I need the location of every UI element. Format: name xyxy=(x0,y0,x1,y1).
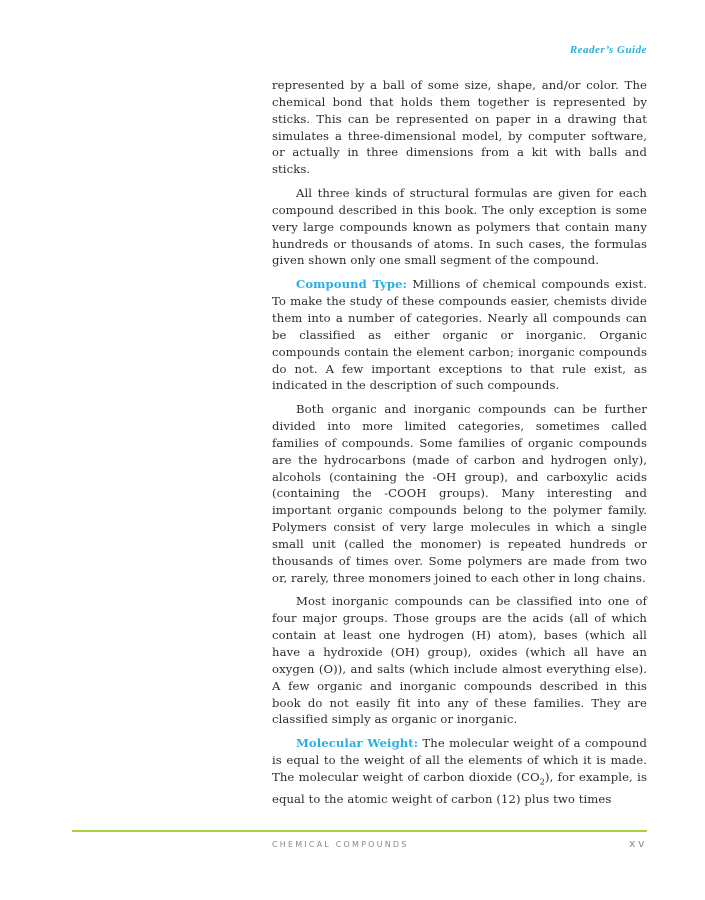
molecular-weight-text-2: ), for example, is equal to the atomic weight of carbon (12) plus two times xyxy=(272,769,647,807)
body-text xyxy=(272,77,647,815)
paragraph-5: Most inorganic compounds can be classified into one of four major groups. Those groups are the acids (all of which contain at least one hydrogen (H) atom), bases (which all have a hydroxide (OH) group), oxides (which all have an oxygen (O)), and salts (which include almost everything else). A few organic and inorganic compounds described in this book do not easily fit into any of these families. They are classified simply as organic or inorganic. xyxy=(272,594,647,727)
paragraph-compound-type xyxy=(272,276,647,394)
paragraph-molecular-weight xyxy=(272,735,647,808)
molecular-weight-heading: Molecular Weight: xyxy=(296,736,419,751)
molecular-weight-text-1: The molecular weight of a compound is equal to the weight of all the elements of which it is made. The molecular weight of carbon dioxide (CO xyxy=(272,736,647,784)
co2-subscript: 2 xyxy=(539,777,545,787)
paragraph-1: represented by a ball of some size, shape, and/or color. The chemical bond that holds them together is represented by sticks. This can be represented on paper in a drawing that simulates a three-dimensional model, by computer software, or actually in three dimensions from a kit with balls and sticks. xyxy=(272,78,647,177)
paragraph-4: Both organic and inorganic compounds can be further divided into more limited categories, sometimes called families of compounds. Some families of organic compounds are the hydrocarbons (made of carbon and hydrogen only), alcohols (containing the -OH group), and carboxylic acids (containing the -COOH groups). Many interesting and important organic compounds belong to the polymer family. Polymers consist of very large molecules in which a single small unit (called the monomer) is repeated hundreds or thousands of times over. Some polymers are made from two or, rarely, three monomers joined to each other in long chains. xyxy=(272,402,647,585)
footer-page-number: xv xyxy=(628,837,647,850)
footer-book-title: CHEMICAL COMPOUNDS xyxy=(272,840,409,849)
compound-type-heading: Compound Type: xyxy=(296,277,407,292)
footer-rule xyxy=(72,830,647,832)
compound-type-text: Millions of chemical compounds exist. To make the study of these compounds easier, chemists divide them into a number of categories. Nearly all compounds can be classified as either organic or inorganic. Organic compounds contain the element carbon; inorganic compounds do not. A few important exceptions to that rule exist, as indicated in the description of such compounds. xyxy=(272,277,647,393)
paragraph-2: All three kinds of structural formulas are given for each compound described in this book. The only exception is some very large compounds known as polymers that contain many hundreds or thousands of atoms. In such cases, the formulas given shown only one small segment of the compound. xyxy=(272,186,647,268)
running-head: Reader’s Guide xyxy=(569,44,647,56)
